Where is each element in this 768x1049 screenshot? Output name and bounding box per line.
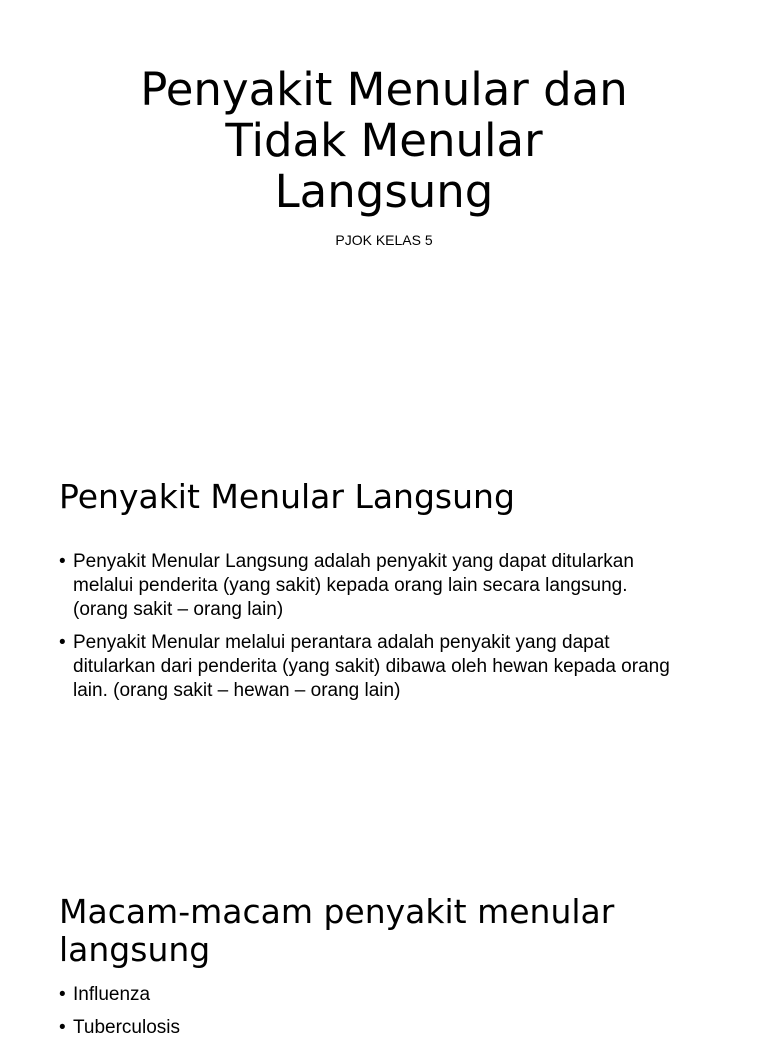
list-item [59, 983, 684, 1007]
list-item-text: Penyakit Menular Langsung adalah penyakit yang dapat ditularkan melalui penderita (yang sakit) kepada orang lain secara langsung. (orang sakit – orang lain) [73, 551, 634, 620]
bullet-icon: • [59, 1017, 66, 1038]
bullet-icon: • [59, 632, 66, 653]
list-item [59, 1016, 684, 1040]
slide-title-line-2: Tidak Menular [225, 114, 543, 167]
title-slide [0, 0, 768, 380]
bullet-list [59, 550, 684, 712]
bullet-icon: • [59, 551, 66, 572]
bullet-icon: • [59, 984, 66, 1005]
list-item [59, 550, 684, 622]
content-slide-macam-penyakit [0, 886, 768, 1038]
bullet-list [59, 983, 684, 1049]
slide-title-line-3: Langsung [274, 165, 494, 218]
slide-subtitle: PJOK KELAS 5 [335, 232, 433, 248]
list-item [59, 631, 684, 703]
slide-heading: Penyakit Menular Langsung [59, 477, 515, 516]
slide-title [84, 64, 684, 217]
list-item-text: Tuberculosis [73, 1017, 181, 1038]
list-item-text: Influenza [73, 984, 151, 1005]
slide-heading: Macam-macam penyakit menular langsung [59, 892, 615, 969]
list-item-text: Penyakit Menular melalui perantara adalah penyakit yang dapat ditularkan dari penderita (yang sakit) dibawa oleh hewan kepada orang lain. (orang sakit – hewan – orang lain) [73, 632, 670, 701]
content-slide-penyakit-menular-langsung [0, 470, 768, 870]
slide-title-line-1: Penyakit Menular dan [140, 63, 628, 116]
